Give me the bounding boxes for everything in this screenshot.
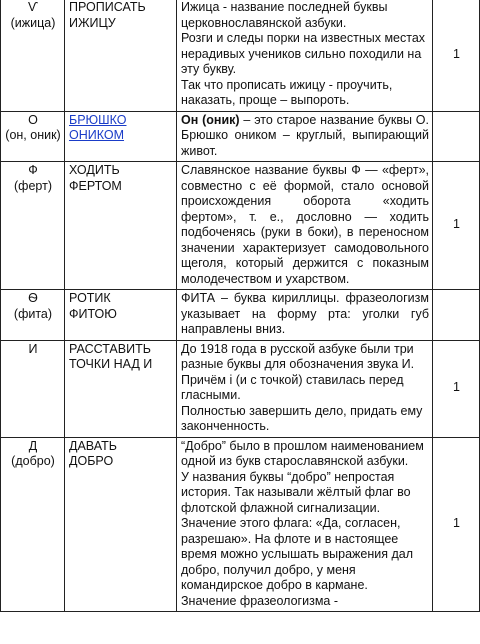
letter-cell <box>1 437 65 612</box>
description-paragraph: Ижица - название последней буквы церковнославянской азбуки. <box>181 0 392 30</box>
letter-cell <box>1 111 65 162</box>
description-cell <box>177 0 433 111</box>
table-row <box>1 437 480 612</box>
phrase-cell <box>65 111 177 162</box>
description-paragraph: Так что прописать ижицу - проучить, наказать, проще – выпороть. <box>181 77 396 107</box>
description-paragraph: Значение фразеологизма - <box>181 593 339 608</box>
phrase-cell <box>65 0 177 111</box>
table-row <box>1 340 480 437</box>
phrase-line: РАССТАВИТЬ <box>69 341 151 356</box>
description-cell <box>177 162 433 290</box>
letter-name: (добро) <box>11 454 55 468</box>
description-paragraph: До 1918 года в русской азбуке были три разные буквы для обозначения звука И. Причём і (и с точкой) ставилась перед гласными. <box>181 341 418 402</box>
table-row <box>1 162 480 290</box>
score-cell: 1 <box>433 0 480 111</box>
description-paragraph: Полностью завершить дело, придать ему законченность. <box>181 403 426 433</box>
phrase-cell <box>65 340 177 437</box>
description-paragraph: У названия буквы “добро” непростая история. Так называли жёлтый флаг во флотской флажной сигнализации. Значение этого флага: «Да, согласен, разрешаю». На флоте и в настоящее время можно услышать выражения дал добро, получил добро, у меня командирское добро в кармане. <box>181 469 417 592</box>
letter-name: (он, оник) <box>5 128 61 142</box>
phrase-line: ХОДИТЬ <box>69 163 120 177</box>
score-cell <box>433 290 480 341</box>
description-paragraph: Розги и следы порки на известных местах нерадивых учеников сильно походили на эту букву. <box>181 31 429 76</box>
description-paragraph: Славянское название буквы Ф — «ферт», совместно с её формой, стало основой происхождения оборота «ходить фертом», т. е., дословно — ходить подбоченясь (руки в боки), в переносном значении характеризует самодовольного щеголя, который держится с показным молодечеством и ухарством. <box>181 163 433 286</box>
description-term: Он (оник) <box>181 112 240 127</box>
letter-cell <box>1 340 65 437</box>
phrase-line: ТОЧКИ НАД И <box>69 357 153 371</box>
description-paragraph: ФИТА – буква кириллицы. фразеологизм указывает на форму рта: уголки губ направлены вниз. <box>181 291 433 336</box>
description-cell <box>177 290 433 341</box>
letter: И <box>28 341 38 356</box>
description-cell <box>177 340 433 437</box>
letter: Ф <box>28 163 38 177</box>
score-cell: 1 <box>433 162 480 290</box>
description-cell <box>177 437 433 612</box>
score-cell: 1 <box>433 340 480 437</box>
table-row <box>1 111 480 162</box>
letter: Д <box>28 438 38 453</box>
phrase-cell <box>65 437 177 612</box>
phrase-line: ФИТОЮ <box>69 306 117 321</box>
phrase-cell <box>65 290 177 341</box>
phrase-line: РОТИК <box>69 291 111 305</box>
description-text: – это старое название буквы О. Брюшко оником – круглый, выпирающий живот. <box>181 112 430 158</box>
phrase-cell <box>65 162 177 290</box>
phrase-line: ДАВАТЬ <box>69 438 117 453</box>
letter-cell <box>1 0 65 111</box>
phrase-line[interactable]: ОНИКОМ <box>69 128 125 142</box>
phrase-line: ИЖИЦУ <box>69 15 116 30</box>
letter: О <box>28 112 38 127</box>
phrase-line[interactable]: БРЮШКО <box>69 112 127 127</box>
phrase-line: ФЕРТОМ <box>69 178 122 193</box>
phrase-line: ДОБРО <box>69 454 114 468</box>
description-paragraph: “Добро” было в прошлом наименованием одной из букв старославянской азбуки. <box>181 438 428 468</box>
letter-cell <box>1 290 65 341</box>
score-cell: 1 <box>433 437 480 612</box>
description-cell <box>177 111 433 162</box>
phrase-link[interactable] <box>69 113 173 144</box>
table-row <box>1 290 480 341</box>
letter: Ѵ <box>27 0 39 14</box>
table-row <box>1 0 480 111</box>
letter-name: (ижица) <box>10 15 56 30</box>
letter-name: (фита) <box>13 306 53 321</box>
letter-name: (ферт) <box>14 178 52 193</box>
score-cell <box>433 111 480 162</box>
letter: Ѳ <box>28 291 38 305</box>
phrase-line: ПРОПИСАТЬ <box>69 0 146 14</box>
letter-cell <box>1 162 65 290</box>
